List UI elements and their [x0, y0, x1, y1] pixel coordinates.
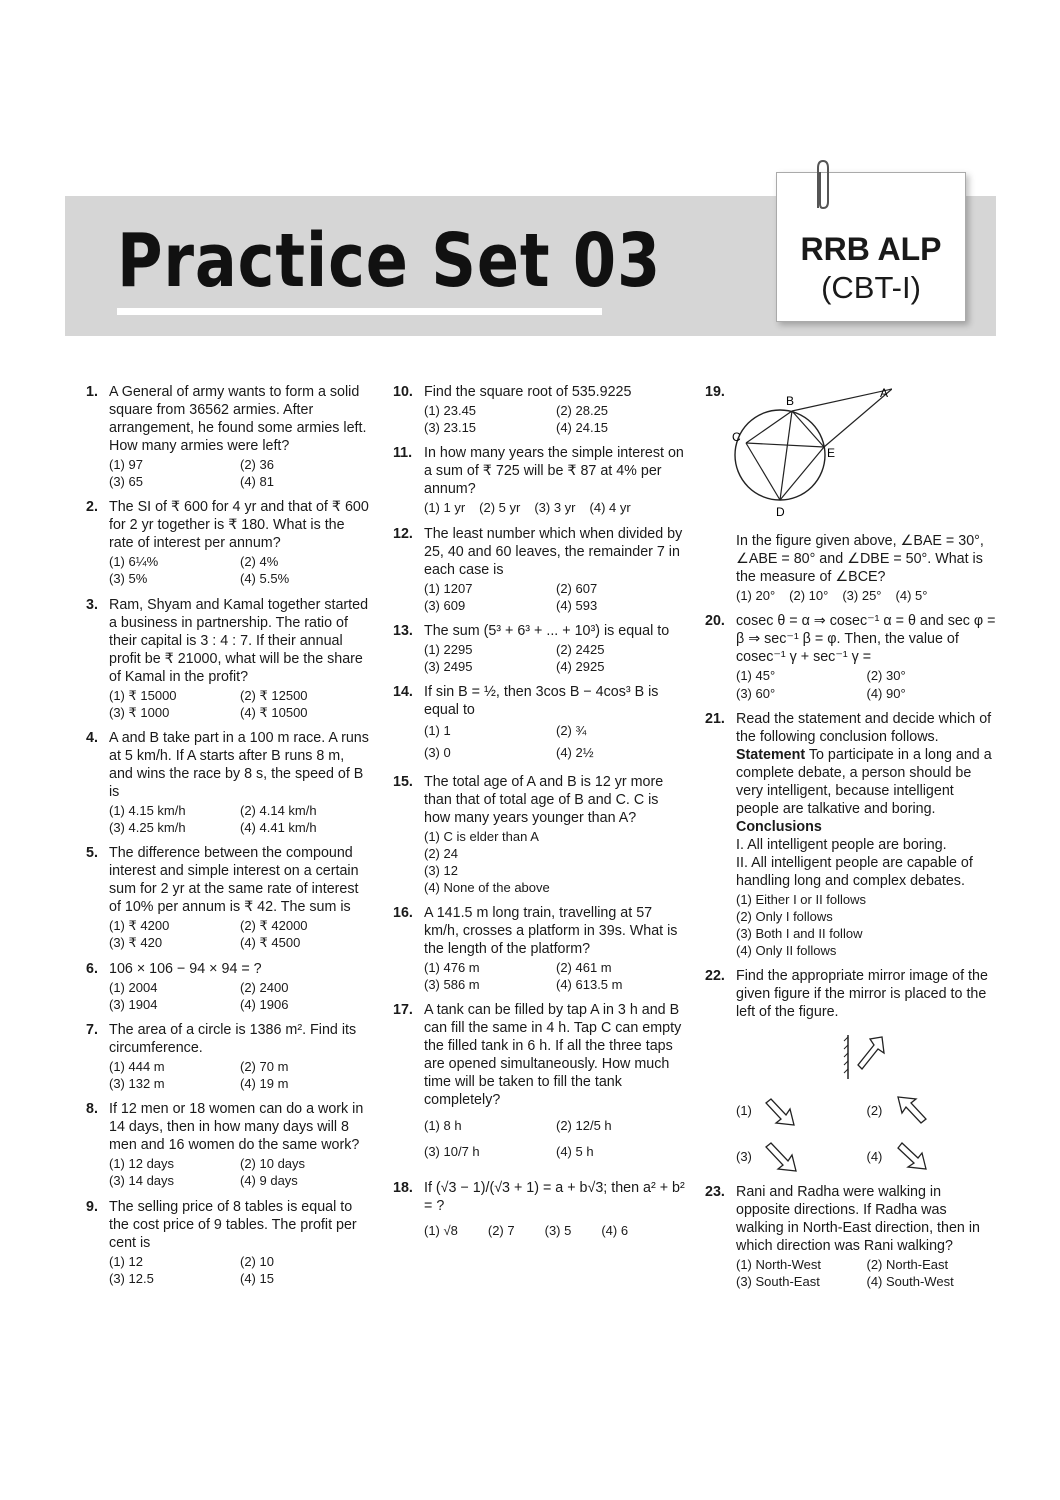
question-text: The least number which when divided by 25, 40 and 60 leaves, the remainder 7 in each case is [424, 525, 683, 578]
question-17 [393, 1001, 688, 1165]
question-text: The area of a circle is 1386 m². Find its circumference. [109, 1021, 357, 1056]
figure-line [792, 389, 892, 411]
question-text: In the figure given above, ∠BAE = 30°, ∠ABE = 80° and ∠DBE = 50°. What is the measure of ∠BCE? [736, 533, 984, 585]
question-13 [393, 622, 688, 675]
option: (1) C is elder than A [424, 828, 539, 844]
option: (3) 12 [424, 862, 458, 878]
question-number: 18. [393, 1180, 413, 1197]
statement-label: Statement [736, 746, 806, 763]
option: (4) 15 [240, 1270, 274, 1286]
point-label-c: C [732, 430, 741, 444]
question-number: 20. [705, 613, 725, 630]
option: (2) ₹ 42000 [240, 918, 308, 934]
option: (2) ₹ 12500 [240, 687, 308, 703]
question-number: 11. [393, 445, 413, 462]
question-20 [705, 612, 997, 701]
mirror-figure [736, 1031, 997, 1083]
option: (4) South-West [866, 1274, 954, 1290]
option: (4) ₹ 4500 [240, 935, 301, 951]
option: (1) 23.45 [424, 403, 477, 418]
figure-line [746, 443, 824, 447]
question-number: 13. [393, 623, 413, 639]
option: (4) 90° [866, 685, 906, 701]
question-text: If (√3 − 1)/(√3 + 1) = a + b√3; then a² + b² = ? [424, 1180, 685, 1215]
question-number: 9. [86, 1198, 98, 1215]
question-4 [86, 729, 371, 836]
option: (4) Only II follows [736, 943, 837, 959]
option: (3) 10/7 h [424, 1144, 480, 1160]
option: (3) 1904 [109, 996, 158, 1012]
options [109, 687, 371, 721]
question-number: 14. [393, 684, 413, 701]
question-11 [393, 444, 688, 516]
statement-text: To participate in a long and a complete debate, a person should be very intelligent, because intelligent people are talkative and boring. [736, 746, 992, 817]
question-22 [705, 967, 997, 1175]
option: (1) 6¼% [109, 554, 159, 570]
arrow-down-right-icon [892, 1139, 932, 1175]
exam-tag [776, 172, 966, 322]
options [109, 917, 371, 951]
option: (2) ¾ [556, 723, 587, 739]
point-label-a: A [880, 386, 889, 400]
question-number: 23. [705, 1184, 725, 1201]
question-text: Ram, Shyam and Kamal together started a business in partnership. The ratio of their capital is 3 : 4 : 7. If their annual profit be ₹ 21000, what will be the share of Kamal in the profit? [109, 596, 369, 685]
answer-figure-1 [736, 1093, 867, 1129]
options [736, 667, 997, 701]
arrow-up-left-icon [892, 1093, 932, 1129]
option: (1) 12 days [109, 1156, 175, 1172]
option: (2) 2400 [240, 979, 289, 995]
point-label-b: B [786, 394, 795, 408]
option: (4) 2925 [556, 659, 605, 675]
option: (2) [866, 1103, 883, 1119]
conclusion-1: I. All intelligent people are boring. [736, 836, 947, 853]
question-text: The total age of A and B is 12 yr more than that of total age of B and C. C is how many years younger than A? [424, 773, 664, 826]
question-text: The sum (5³ + 6³ + ... + 10³) is equal to [424, 623, 670, 639]
page-title: Practice Set 03 [117, 218, 662, 304]
option: (4) 6 [601, 1223, 629, 1239]
figure-circle [735, 410, 825, 500]
option: (2) 12/5 h [556, 1118, 612, 1134]
question-text: The selling price of 8 tables is equal to the cost price of 9 tables. The profit per cent is [109, 1198, 357, 1251]
arrow-down-right-icon [762, 1139, 802, 1175]
question-text: Find the appropriate mirror image of the given figure if the mirror is placed to the left of the figure. [736, 968, 988, 1021]
options [109, 1253, 371, 1287]
question-number: 5. [86, 845, 98, 862]
question-number: 21. [705, 710, 725, 727]
question-number: 19. [705, 384, 725, 400]
option: (2) 607 [556, 580, 598, 596]
option: (4) 1906 [240, 996, 289, 1012]
question-text: A and B take part in a 100 m race. A runs at 5 km/h. If A starts after B runs 8 m, and wins the race by 8 s, the speed of B is [109, 729, 369, 800]
option: (4) 593 [556, 597, 598, 613]
question-text: A General of army wants to form a solid square from 36562 armies. After arrangement, he found some armies left. How many armies were left? [109, 384, 367, 454]
question-text: Find the square root of 535.9225 [424, 384, 632, 400]
question-text: If sin B = ½, then 3cos B − 4cos³ B is equal to [424, 684, 659, 719]
question-number: 4. [86, 729, 98, 746]
conclusion-2: II. All intelligent people are capable of handling long and complex debates. [736, 854, 973, 889]
option: (1) 1 [424, 723, 451, 739]
option: (2) 10 [240, 1253, 274, 1269]
option: (4) 9 days [240, 1173, 298, 1189]
option: (4) 5° [895, 588, 928, 603]
question-number: 1. [86, 384, 98, 400]
options [109, 1155, 371, 1189]
question-number: 2. [86, 499, 98, 516]
option: (1) 476 m [424, 960, 480, 976]
answer-figure-3 [736, 1139, 867, 1175]
option: (1) North-West [736, 1257, 821, 1273]
option: (3) 132 m [109, 1076, 165, 1092]
option: (4) ₹ 10500 [240, 704, 308, 720]
option: (3) 23.15 [424, 420, 477, 436]
option: (4) 4.41 km/h [240, 820, 317, 836]
question-23 [705, 1183, 997, 1290]
question-21 [705, 710, 997, 960]
option: (2) 7 [487, 1223, 515, 1239]
question-text: Read the statement and decide which of the following conclusion follows. [736, 710, 992, 745]
options [424, 828, 688, 897]
option: (3) 5 [544, 1223, 572, 1239]
figure-line [746, 411, 792, 443]
option: (2) North-East [866, 1257, 949, 1273]
option: (3) 12.5 [109, 1270, 154, 1286]
option: (4) 5 h [556, 1144, 594, 1160]
question-text: The difference between the compound interest and simple interest on a certain sum for 2 yr at the same rate of interest of 10% per annum is ₹ 42. The sum is [109, 845, 359, 916]
question-15 [393, 773, 688, 897]
question-16 [393, 904, 688, 993]
question-3 [86, 596, 371, 721]
column-3 [705, 383, 997, 1299]
option: (2) 5 yr [479, 500, 521, 516]
option: (1) 444 m [109, 1058, 165, 1074]
option: (1) 2295 [424, 642, 473, 657]
option: (3) 4.25 km/h [109, 820, 186, 836]
option: (1) 97 [109, 457, 143, 472]
option: (1) 45° [736, 668, 776, 684]
answer-figures [736, 1093, 997, 1175]
option: (4) 5.5% [240, 571, 290, 587]
options [424, 959, 688, 993]
column-2 [393, 383, 688, 1248]
option: (4) 24.15 [556, 420, 609, 436]
options [424, 1113, 688, 1165]
option: (2) 36 [240, 457, 274, 472]
question-text: The SI of ₹ 600 for 4 yr and that of ₹ 600 for 2 yr together is ₹ 180. What is the rate of interest per annum? [109, 499, 369, 552]
figure-line [792, 411, 824, 447]
options [424, 720, 688, 764]
question-text: A 141.5 m long train, travelling at 57 km/h, crosses a platform in 39s. What is the length of the platform? [424, 905, 678, 958]
exam-name: RRB ALP [800, 231, 942, 267]
options [736, 588, 997, 604]
option: (3) 25° [842, 588, 882, 603]
options [424, 500, 688, 516]
question-19 [705, 383, 997, 604]
option: (3) [736, 1149, 752, 1165]
question-text: 106 × 106 − 94 × 94 = ? [109, 960, 262, 977]
option: (3) 65 [109, 474, 143, 490]
option: (1) 12 [109, 1253, 143, 1269]
option: (3) 0 [424, 745, 451, 761]
title-underline [117, 308, 602, 315]
question-number: 7. [86, 1021, 98, 1038]
options [424, 1223, 688, 1239]
question-10 [393, 383, 688, 436]
circle-geometry-figure [732, 383, 892, 523]
question-number: 3. [86, 596, 98, 613]
answer-figure-2 [867, 1093, 998, 1129]
option: (3) 3 yr [534, 500, 576, 516]
question-text: A tank can be filled by tap A in 3 h and B can fill the same in 4 h. Tap C can empty the filled tank in 6 h. If all the three taps are opened simultaneously. How much time will be taken to fill the tank completely? [424, 1002, 682, 1109]
options [109, 553, 371, 587]
question-number: 12. [393, 525, 413, 542]
option: (2) 70 m [240, 1058, 289, 1074]
option: (1) 4.15 km/h [109, 802, 186, 818]
options [736, 1256, 997, 1290]
options [424, 402, 688, 436]
question-1 [86, 383, 371, 490]
option: (3) ₹ 420 [109, 935, 163, 951]
question-text: If 12 men or 18 women can do a work in 14 days, then in how many days will 8 men and 16 women do the same work? [109, 1101, 364, 1154]
option: (3) 609 [424, 597, 466, 613]
figure-line [780, 411, 792, 500]
option: (3) Both I and II follow [736, 926, 863, 941]
point-label-d: D [776, 505, 785, 519]
conclusions-label: Conclusions [736, 818, 822, 835]
option: (3) 14 days [109, 1173, 175, 1189]
option: (1) [736, 1103, 752, 1119]
exam-stage: (CBT-I) [821, 270, 921, 305]
question-number: 10. [393, 384, 413, 400]
question-2 [86, 498, 371, 587]
options [424, 641, 688, 675]
question-text: Rani and Radha were walking in opposite directions. If Radha was walking in North-East direction, then in which direction was Rani walking? [736, 1184, 980, 1255]
option: (4) 2½ [556, 745, 594, 761]
option: (3) South-East [736, 1274, 820, 1290]
question-number: 17. [393, 1002, 413, 1019]
option: (2) 10 days [240, 1156, 306, 1172]
column-1 [86, 383, 371, 1295]
question-7 [86, 1021, 371, 1092]
question-12 [393, 525, 688, 614]
question-number: 16. [393, 905, 413, 922]
question-text: cosec θ = α ⇒ cosec⁻¹ α = θ and sec φ = β ⇒ sec⁻¹ β = φ. Then, the value of cosec⁻¹ γ + sec⁻¹ γ = [736, 613, 996, 666]
option: (1) 1207 [424, 580, 473, 596]
mirror-with-arrow-icon [842, 1031, 892, 1083]
option: (2) 4.14 km/h [240, 802, 317, 818]
options [424, 580, 688, 614]
arrow-down-right-icon [762, 1093, 802, 1129]
options [109, 802, 371, 836]
question-number: 22. [705, 968, 725, 985]
option: (4) 81 [240, 474, 274, 490]
option: (2) 2425 [556, 642, 605, 657]
options [736, 891, 997, 960]
statement [736, 746, 997, 818]
option: (2) 30° [866, 668, 906, 684]
option: (4) 4 yr [589, 500, 631, 516]
options [109, 1058, 371, 1092]
options [109, 979, 371, 1013]
option: (2) Only I follows [736, 908, 833, 924]
option: (4) None of the above [424, 879, 550, 895]
question-6 [86, 960, 371, 1013]
option: (2) 10° [789, 588, 829, 603]
option: (4) [866, 1149, 883, 1165]
option: (2) 461 m [556, 960, 612, 976]
question-8 [86, 1100, 371, 1189]
option: (2) 24 [424, 845, 458, 861]
paperclip-icon [812, 158, 834, 214]
option: (1) 20° [736, 588, 776, 603]
option: (1) 1 yr [424, 500, 466, 516]
option: (3) 586 m [424, 977, 480, 993]
option: (2) 28.25 [556, 403, 609, 418]
option: (1) Either I or II follows [736, 891, 867, 907]
option: (3) 5% [109, 571, 148, 587]
options [109, 456, 371, 490]
option: (1) 2004 [109, 979, 158, 995]
point-label-e: E [827, 446, 836, 460]
question-5 [86, 844, 371, 951]
question-18 [393, 1179, 688, 1239]
option: (1) √8 [424, 1223, 458, 1239]
answer-figure-4 [867, 1139, 998, 1175]
figure-line [746, 443, 780, 500]
option: (2) 4% [240, 554, 279, 570]
option: (4) 613.5 m [556, 977, 623, 993]
option: (4) 19 m [240, 1076, 289, 1092]
question-14 [393, 683, 688, 764]
question-number: 8. [86, 1101, 98, 1118]
option: (1) ₹ 4200 [109, 918, 170, 934]
option: (3) 2495 [424, 659, 473, 675]
option: (1) 8 h [424, 1118, 462, 1134]
question-text: In how many years the simple interest on a sum of ₹ 725 will be ₹ 87 at 4% per annum? [424, 445, 684, 498]
question-number: 6. [86, 960, 98, 977]
question-number: 15. [393, 773, 413, 790]
option: (3) 60° [736, 685, 776, 701]
question-9 [86, 1198, 371, 1287]
option: (1) ₹ 15000 [109, 687, 177, 703]
option: (3) ₹ 1000 [109, 704, 170, 720]
